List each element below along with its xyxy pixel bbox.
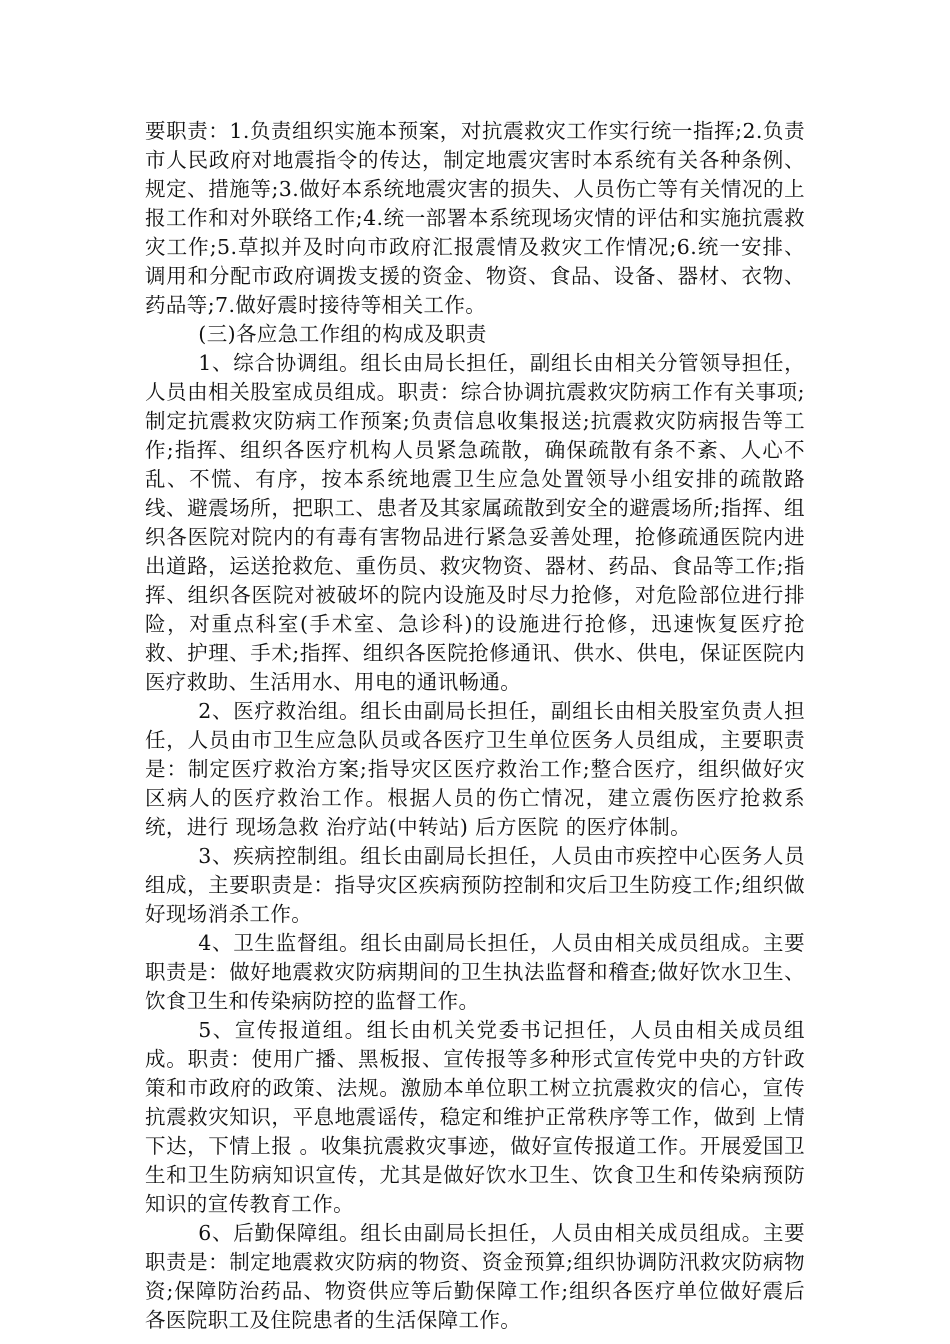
paragraph-medical-treatment-group: 2、医疗救治组。组长由副局长担任，副组长由相关股室负责人担任，人员由市卫生应急队员或各医疗卫生单位医务人员组成，主要职责是：制定医疗救治方案;指导灾区医疗救治工作;整合医疗，组织做好灾区病人的医疗救治工作。根据人员的伤亡情况，建立震伤医疗抢救系统，进行 现场急救 治疗站(中转站) 后方医院 的医疗体制。 xyxy=(145,699,805,839)
paragraph-publicity-group: 5、宣传报道组。组长由机关党委书记担任，人员由相关成员组成。职责：使用广播、黑板报、宣传报等多种形式宣传党中央的方针政策和市政府的政策、法规。激励本单位职工树立抗震救灾的信心，宣传抗震救灾知识，平息地震谣传，稳定和维护正常秩序等工作，做到 上情下达，下情上报 。收集抗震救灾事迹，做好宣传报道工作。开展爱国卫生和卫生防病知识宣传，尤其是做好饮水卫生、饮食卫生和传染病预防知识的宣传教育工作。 xyxy=(145,1018,805,1216)
section-heading-emergency-groups: (三)各应急工作组的构成及职责 xyxy=(198,322,487,346)
paragraph-logistics-group: 6、后勤保障组。组长由副局长担任，人员由相关成员组成。主要职责是：制定地震救灾防病的物资、资金预算;组织协调防汛救灾防病物资;保障防治药品、物资供应等后勤保障工作;组织各医疗单位做好震后各医院职工及住院患者的生活保障工作。 xyxy=(145,1221,805,1332)
document-body xyxy=(145,117,805,1335)
paragraph-health-supervision-group: 4、卫生监督组。组长由副局长担任，人员由相关成员组成。主要职责是：做好地震救灾防病期间的卫生执法监督和稽查;做好饮水卫生、饮食卫生和传染病防控的监督工作。 xyxy=(145,931,805,1013)
paragraph-disease-control-group: 3、疾病控制组。组长由副局长担任，人员由市疾控中心医务人员组成，主要职责是：指导灾区疾病预防控制和灾后卫生防疫工作;组织做好现场消杀工作。 xyxy=(145,844,805,926)
paragraph-responsibilities: 要职责：1.负责组织实施本预案，对抗震救灾工作实行统一指挥;2.负责市人民政府对地震指令的传达，制定地震灾害时本系统有关各种条例、规定、措施等;3.做好本系统地震灾害的损失、人员伤亡等有关情况的上报工作和对外联络工作;4.统一部署本系统现场灾情的评估和实施抗震救灾工作;5.草拟并及时向市政府汇报震情及救灾工作情况;6.统一安排、调用和分配市政府调拨支援的资金、物资、食品、设备、器材、衣物、药品等;7.做好震时接待等相关工作。 xyxy=(145,119,805,317)
paragraph-coordination-group: 1、综合协调组。组长由局长担任，副组长由相关分管领导担任，人员由相关股室成员组成。职责：综合协调抗震救灾防病工作有关事项;制定抗震救灾防病工作预案;负责信息收集报送;抗震救灾防病报告等工作;指挥、组织各医疗机构人员紧急疏散，确保疏散有条不紊、人心不乱、不慌、有序，按本系统地震卫生应急处置领导小组安排的疏散路线、避震场所，把职工、患者及其家属疏散到安全的避震场所;指挥、组织各医院对院内的有毒有害物品进行紧急妥善处理，抢修疏通医院内进出道路，运送抢救危、重伤员、救灾物资、器材、药品、食品等工作;指挥、组织各医院对被破坏的院内设施及时尽力抢修，对危险部位进行排险，对重点科室(手术室、急诊科)的设施进行抢修，迅速恢复医疗抢救、护理、手术;指挥、组织各医院抢修通讯、供水、供电，保证医院内医疗救助、生活用水、用电的通讯畅通。 xyxy=(145,351,805,694)
